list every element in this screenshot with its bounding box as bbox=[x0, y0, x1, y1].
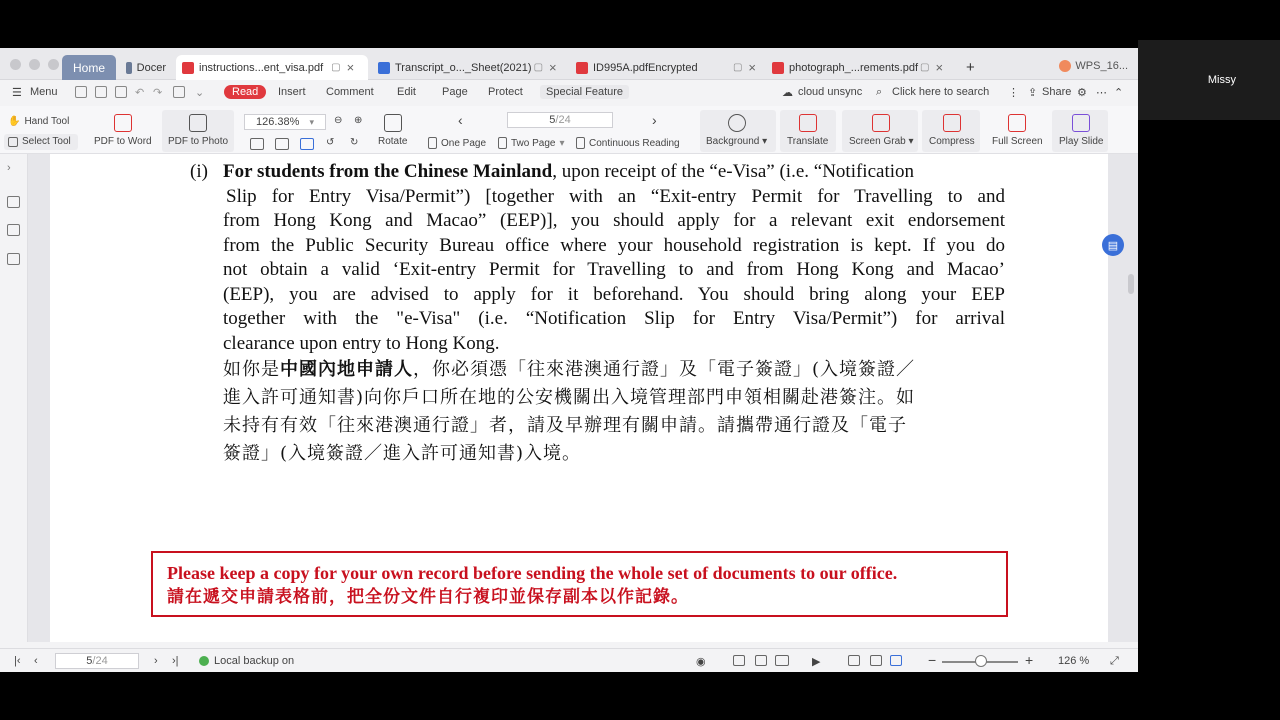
menu-special-feature[interactable]: Special Feature bbox=[540, 85, 629, 99]
previous-page-icon[interactable]: ‹ bbox=[34, 655, 38, 667]
play-circle-icon[interactable]: ▶ bbox=[812, 656, 821, 668]
full-screen-label: Full Screen bbox=[992, 136, 1043, 147]
chevron-down-icon: ▾ bbox=[309, 116, 314, 127]
full-screen-icon[interactable]: ⤢ bbox=[1110, 655, 1119, 667]
word-icon bbox=[378, 62, 390, 74]
outline-icon[interactable] bbox=[7, 196, 20, 208]
actual-size-icon[interactable] bbox=[300, 138, 314, 150]
last-page-icon[interactable]: ›| bbox=[172, 655, 179, 667]
tab-label: instructions...ent_visa.pdf bbox=[199, 61, 324, 74]
redo-icon[interactable]: ↷ bbox=[153, 87, 163, 99]
pdf-to-word-label: PDF to Word bbox=[94, 136, 152, 147]
app-label: WPS_16... bbox=[1075, 60, 1128, 72]
select-tool-label: Select Tool bbox=[22, 136, 71, 147]
settings-icon[interactable]: ⚙ bbox=[1077, 87, 1087, 99]
vertical-scrollbar[interactable] bbox=[1128, 274, 1134, 294]
close-window-button[interactable] bbox=[10, 59, 21, 70]
two-page-label: Two Page bbox=[511, 137, 556, 149]
menu-page[interactable]: Page bbox=[442, 86, 468, 98]
zh-line-1 bbox=[223, 356, 915, 384]
video-participant-panel bbox=[1138, 40, 1280, 120]
zh-line-2: 進入許可通知書)向你戶口所在地的公安機關出入境管理部門申領相關赴港簽注。如 bbox=[223, 387, 916, 408]
copy-warning-box bbox=[151, 551, 1008, 617]
rotate-button[interactable] bbox=[378, 114, 407, 147]
tab-bar bbox=[0, 48, 1138, 80]
pdf-icon bbox=[772, 62, 784, 74]
warning-english: Please keep a copy for your own record before sending the whole set of documents to our office. bbox=[167, 563, 898, 583]
zoom-level[interactable]: 126 % bbox=[1058, 655, 1090, 667]
translate-label: Translate bbox=[787, 136, 829, 147]
page-total: /24 bbox=[555, 114, 571, 126]
pdf-to-photo-label: PDF to Photo bbox=[168, 136, 229, 147]
play-slide-label: Play Slide bbox=[1059, 136, 1104, 147]
full-screen-icon bbox=[1008, 114, 1026, 132]
zh-bold: 中國內地申請人 bbox=[280, 359, 413, 380]
floating-tools-icon[interactable]: ▤ bbox=[1102, 234, 1124, 256]
backup-status-icon bbox=[199, 656, 209, 666]
select-cursor-icon bbox=[8, 137, 18, 147]
page-current: 5 bbox=[549, 114, 556, 126]
en-line-7: clearance upon entry to Hong Kong. bbox=[223, 332, 500, 354]
screen-grab-label-row: Screen Grab ▾ bbox=[849, 136, 914, 147]
annotation-list-icon[interactable] bbox=[7, 253, 20, 265]
search-icon: ⌕ bbox=[876, 86, 883, 98]
screen-grab-label: Screen Grab bbox=[849, 136, 906, 147]
background-label-row: Background ▾ bbox=[706, 136, 768, 147]
continuous-label: Continuous Reading bbox=[589, 137, 680, 149]
pin-icon[interactable]: ▢ bbox=[732, 62, 743, 73]
zoom-out-icon[interactable]: ⊖ bbox=[334, 115, 343, 126]
copy-icon[interactable] bbox=[173, 86, 185, 98]
continuous-view-icon[interactable] bbox=[755, 655, 767, 666]
warning-chinese: 請在遞交申請表格前，把全份文件自行複印並保存副本以作記錄。 bbox=[167, 587, 689, 607]
tab-home[interactable] bbox=[62, 55, 116, 80]
fit-page-icon[interactable] bbox=[250, 138, 264, 150]
status-page-current: 5 bbox=[86, 655, 93, 667]
zoom-select[interactable] bbox=[244, 114, 326, 130]
fit-width-icon[interactable] bbox=[870, 655, 882, 666]
two-page-view-icon[interactable] bbox=[775, 655, 789, 666]
toolbar bbox=[0, 106, 1138, 154]
pdf-to-word-button[interactable] bbox=[94, 114, 152, 147]
hand-tool-label: Hand Tool bbox=[24, 116, 70, 127]
search-field[interactable]: Click here to search bbox=[892, 86, 990, 98]
image-icon bbox=[189, 114, 207, 132]
status-page-input[interactable] bbox=[55, 653, 139, 669]
document-viewport[interactable] bbox=[28, 154, 1138, 642]
fit-width-icon[interactable] bbox=[275, 138, 289, 150]
chevron-down-icon: ▾ bbox=[559, 137, 565, 149]
menu-edit[interactable]: Edit bbox=[397, 86, 416, 98]
share-button[interactable]: Share bbox=[1042, 86, 1072, 98]
rotate-right-icon[interactable]: ↻ bbox=[350, 137, 359, 148]
actual-size-icon[interactable] bbox=[890, 655, 902, 666]
zoom-value: 126.38% bbox=[256, 116, 300, 128]
pin-icon[interactable]: ▢ bbox=[331, 62, 341, 73]
tab-docer[interactable] bbox=[120, 55, 172, 80]
menu-read[interactable]: Read bbox=[224, 85, 266, 99]
left-sidebar bbox=[0, 154, 28, 642]
rotate-icon bbox=[384, 114, 402, 132]
page-number-input[interactable] bbox=[507, 112, 613, 128]
continuous-icon bbox=[576, 137, 585, 149]
status-bar bbox=[0, 648, 1138, 672]
moon-icon bbox=[728, 114, 746, 132]
zoom-slider-handle[interactable] bbox=[975, 655, 987, 667]
more-icon[interactable]: ⋮ bbox=[1008, 87, 1019, 99]
tab-label: ID995A.pdfEncrypted bbox=[593, 61, 698, 74]
open-folder-icon[interactable] bbox=[75, 86, 87, 98]
tab-label: photograph_...rements.pdf bbox=[789, 61, 919, 74]
new-tab-button[interactable] bbox=[960, 55, 981, 80]
cloud-icon: ☁ bbox=[782, 87, 793, 99]
en-line-5: (EEP), you are advised to apply for it beforehand. You should bring along your EEP bbox=[223, 283, 1005, 305]
menu-button[interactable]: Menu bbox=[30, 86, 58, 98]
pdf-to-photo-button[interactable] bbox=[168, 114, 228, 147]
compress-icon bbox=[943, 114, 961, 132]
lead-rest: , upon receipt of the “e-Visa” (i.e. “Notification bbox=[552, 161, 915, 182]
select-tool-row bbox=[8, 136, 71, 147]
fit-page-icon[interactable] bbox=[848, 655, 860, 666]
zh-prefix: 如你是 bbox=[223, 359, 280, 380]
zoom-window-button[interactable] bbox=[48, 59, 59, 70]
background-label: Background bbox=[706, 136, 760, 147]
window-controls bbox=[10, 59, 59, 70]
two-page-icon bbox=[498, 137, 507, 149]
next-page-icon[interactable]: › bbox=[652, 112, 657, 128]
menu-insert[interactable]: Insert bbox=[278, 86, 306, 98]
zh-line-4: 簽證」(入境簽證／進入許可通知書)入境。 bbox=[223, 443, 582, 464]
en-line-3: from the Public Security Bureau office where your household registration is kept. If you do bbox=[223, 234, 1005, 256]
single-page-view-icon[interactable] bbox=[733, 655, 745, 666]
next-page-icon[interactable]: › bbox=[154, 655, 158, 667]
en-line-2: from Hong Kong and Macao” (EEP)], you should apply for a relevant exit endorsement bbox=[223, 210, 1005, 231]
cloud-status[interactable]: cloud unsync bbox=[798, 86, 863, 98]
translate-icon bbox=[799, 114, 817, 132]
hand-icon: ✋ bbox=[8, 116, 21, 127]
zoom-out-icon[interactable]: − bbox=[928, 652, 937, 668]
one-page-icon bbox=[428, 137, 437, 149]
zoom-in-icon[interactable]: ⊕ bbox=[354, 115, 363, 126]
rotate-left-icon[interactable]: ↺ bbox=[326, 137, 335, 148]
print-icon[interactable] bbox=[115, 86, 127, 98]
collapse-sidebar-icon[interactable]: › bbox=[7, 162, 11, 174]
first-page-icon[interactable]: |‹ bbox=[14, 655, 21, 667]
rotate-label: Rotate bbox=[378, 136, 408, 147]
wps-logo-icon bbox=[1059, 60, 1071, 72]
lead-bold: For students from the Chinese Mainland bbox=[223, 161, 553, 182]
zoom-in-icon[interactable]: + bbox=[1025, 652, 1034, 668]
zh-line-3: 未持有有效「往來港澳通行證」者，請及早辦理有關申請。請攜帶通行證及「電子 bbox=[223, 415, 907, 436]
save-icon[interactable] bbox=[95, 86, 107, 98]
close-tab-icon[interactable]: × bbox=[748, 60, 756, 75]
collapse-icon[interactable]: ⌃ bbox=[1114, 87, 1124, 99]
pdf-to-word-icon bbox=[114, 114, 132, 132]
more-dots-icon[interactable]: ⋯ bbox=[1096, 87, 1107, 99]
one-page-label: One Page bbox=[441, 137, 487, 149]
thumbnail-icon[interactable] bbox=[7, 224, 20, 236]
eye-icon[interactable]: ◉ bbox=[696, 656, 706, 668]
hamburger-icon[interactable]: ☰ bbox=[12, 87, 22, 99]
pdf-icon bbox=[182, 62, 194, 74]
plus-icon: + bbox=[966, 59, 975, 76]
zh-rest: ，你必須憑「往來港澳通行證」及「電子簽證」(入境簽證／ bbox=[413, 359, 916, 380]
pin-icon[interactable]: ▢ bbox=[920, 62, 930, 73]
undo-icon[interactable]: ↶ bbox=[135, 87, 145, 99]
close-tab-icon[interactable]: × bbox=[346, 60, 355, 75]
one-page-button[interactable] bbox=[428, 137, 486, 149]
backup-status[interactable]: Local backup on bbox=[214, 655, 295, 667]
menu-protect[interactable]: Protect bbox=[488, 86, 523, 98]
pin-icon[interactable]: ▢ bbox=[533, 62, 544, 73]
close-tab-icon[interactable]: × bbox=[935, 60, 944, 75]
wps-account[interactable] bbox=[1059, 60, 1128, 72]
en-line-4: not obtain a valid ‘Exit-entry Permit for Travelling to and from Hong Kong and Macao’ bbox=[223, 259, 1005, 280]
wps-pdf-window bbox=[0, 48, 1138, 672]
tab-label: Transcript_o..._Sheet(2021) bbox=[395, 61, 532, 74]
play-slide-button[interactable] bbox=[1059, 114, 1103, 147]
item-marker: (i) bbox=[190, 161, 208, 182]
close-tab-icon[interactable]: × bbox=[549, 60, 557, 75]
pdf-page bbox=[50, 154, 1108, 642]
menu-row bbox=[0, 80, 1138, 106]
paragraph-lead bbox=[223, 160, 1001, 185]
minimize-window-button[interactable] bbox=[29, 59, 40, 70]
participant-name: Missy bbox=[1207, 74, 1236, 86]
tab-photograph[interactable] bbox=[766, 55, 956, 80]
en-line-1: Slip for Entry Visa/Permit”) [together with an “Exit-entry Permit for Travelling to and bbox=[226, 185, 1005, 207]
tab-label: Docer bbox=[136, 61, 166, 74]
en-line-6: together with the "e-Visa" (i.e. “Notification Slip for Entry Visa/Permit”) for arrival bbox=[223, 308, 1005, 329]
compress-button[interactable] bbox=[929, 114, 975, 147]
scissors-icon bbox=[872, 114, 890, 132]
tab-label: Home bbox=[72, 60, 105, 75]
tab-id995a[interactable] bbox=[570, 55, 762, 80]
share-icon: ⇪ bbox=[1028, 87, 1038, 99]
translate-button[interactable] bbox=[787, 114, 828, 147]
pdf-icon bbox=[576, 62, 588, 74]
screen-grab-button[interactable] bbox=[849, 114, 914, 147]
tab-transcript[interactable] bbox=[372, 55, 564, 80]
docer-icon bbox=[126, 62, 132, 74]
compress-label: Compress bbox=[929, 136, 975, 147]
play-icon bbox=[1072, 114, 1090, 132]
background-button[interactable] bbox=[706, 114, 767, 147]
two-page-button[interactable] bbox=[498, 137, 565, 149]
chevron-down-icon[interactable]: ⌄ bbox=[195, 87, 205, 99]
hand-tool-button[interactable] bbox=[8, 116, 69, 127]
continuous-reading-button[interactable] bbox=[576, 137, 680, 149]
tab-instructions-pdf[interactable] bbox=[176, 55, 368, 80]
full-screen-button[interactable] bbox=[992, 114, 1043, 147]
status-page-total: /24 bbox=[92, 655, 108, 667]
previous-page-icon[interactable]: ‹ bbox=[458, 112, 463, 128]
menu-comment[interactable]: Comment bbox=[326, 86, 374, 98]
